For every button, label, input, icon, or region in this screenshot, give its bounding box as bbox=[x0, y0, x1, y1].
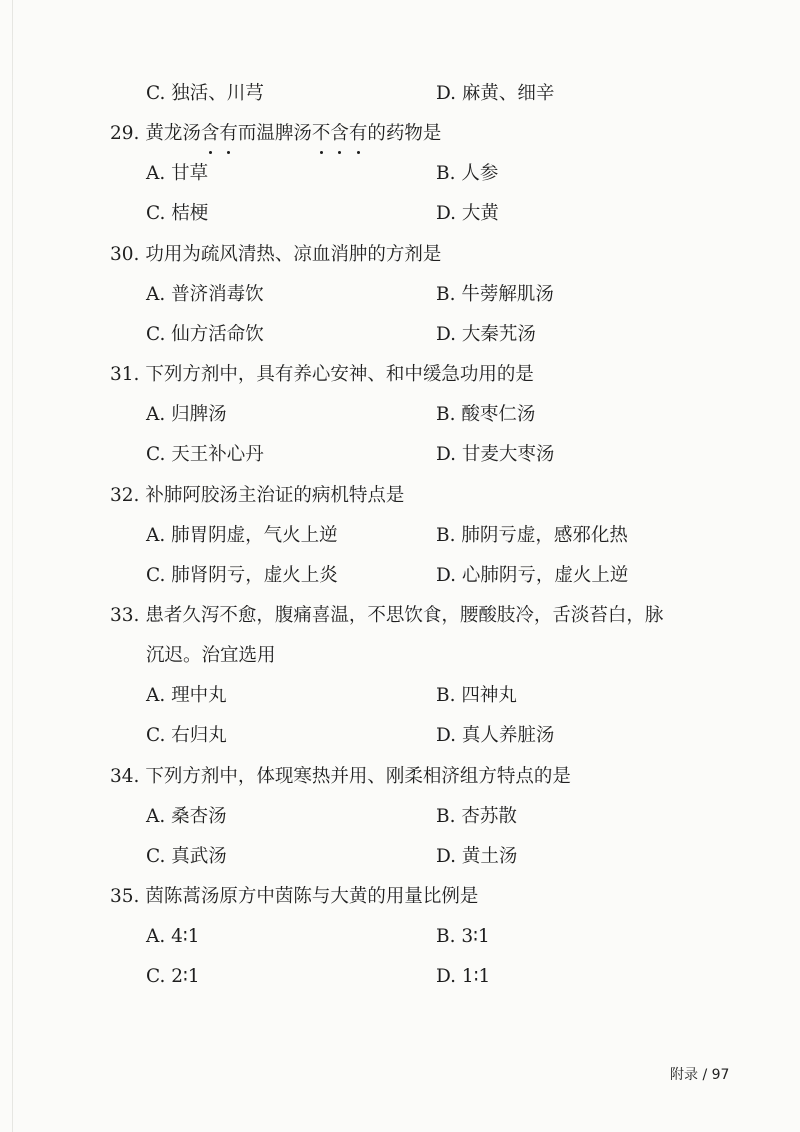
question-29-stem: 29. 黄龙汤含有而温脾汤不含有的药物是 bbox=[110, 121, 441, 147]
question-number: 29. bbox=[110, 123, 140, 144]
q35-option-c: C. 2∶1 bbox=[146, 966, 200, 987]
q34-option-a: A. 桑杏汤 bbox=[146, 806, 227, 827]
q34-option-d: D. 黄土汤 bbox=[436, 846, 518, 867]
emphasis-char: 不 bbox=[312, 121, 331, 147]
question-33-stem: 33. 患者久泻不愈，腹痛喜温，不思饮食，腰酸肢冷，舌淡苔白，脉 bbox=[110, 603, 663, 629]
emphasis-char: 含 bbox=[201, 121, 220, 147]
question-number: 33. bbox=[110, 605, 140, 626]
emphasis-char: 有 bbox=[349, 121, 368, 147]
q35-option-a: A. 4∶1 bbox=[146, 926, 200, 947]
page-number: 附录 / 97 bbox=[670, 1067, 730, 1083]
q29-option-d: D. 大黄 bbox=[436, 203, 499, 224]
q29-option-c: C. 桔梗 bbox=[146, 203, 209, 224]
emphasis-char: 含 bbox=[330, 121, 349, 147]
q30-option-b: B. 牛蒡解肌汤 bbox=[436, 284, 554, 305]
question-number: 35. bbox=[110, 886, 140, 907]
emphasis-char: 有 bbox=[219, 121, 238, 147]
scan-edge bbox=[12, 0, 13, 1132]
q33-option-a: A. 理中丸 bbox=[146, 685, 227, 706]
question-30-stem: 30. 功用为疏风清热、凉血消肿的方剂是 bbox=[110, 242, 441, 268]
q32-option-d: D. 心肺阴亏，虚火上逆 bbox=[436, 565, 629, 586]
q31-option-d: D. 甘麦大枣汤 bbox=[436, 444, 555, 465]
question-32-stem: 32. 补肺阿胶汤主治证的病机特点是 bbox=[110, 483, 404, 509]
q31-option-b: B. 酸枣仁汤 bbox=[436, 404, 536, 425]
q31-option-a: A. 归脾汤 bbox=[146, 404, 227, 425]
question-33-stem-cont: 沉迟。治宜选用 bbox=[146, 645, 276, 666]
q35-option-b: B. 3∶1 bbox=[436, 926, 490, 947]
question-number: 31. bbox=[110, 364, 140, 385]
q35-option-d: D. 1∶1 bbox=[436, 966, 491, 987]
q29-option-a: A. 甘草 bbox=[146, 163, 209, 184]
question-34-stem: 34. 下列方剂中，体现寒热并用、刚柔相济组方特点的是 bbox=[110, 764, 571, 790]
q32-option-b: B. 肺阴亏虚，感邪化热 bbox=[436, 525, 628, 546]
q33-option-b: B. 四神丸 bbox=[436, 685, 517, 706]
q33-option-c: C. 右归丸 bbox=[146, 725, 227, 746]
question-35-stem: 35. 茵陈蒿汤原方中茵陈与大黄的用量比例是 bbox=[110, 884, 478, 910]
q30-option-c: C. 仙方活命饮 bbox=[146, 324, 264, 345]
q32-option-a: A. 肺胃阴虚，气火上逆 bbox=[146, 525, 338, 546]
question-number: 34. bbox=[110, 766, 140, 787]
question-number: 32. bbox=[110, 485, 140, 506]
question-number: 30. bbox=[110, 244, 140, 265]
option-c-prev: C. 独活、川芎 bbox=[146, 83, 264, 104]
question-31-stem: 31. 下列方剂中，具有养心安神、和中缓急功用的是 bbox=[110, 362, 534, 388]
option-d-prev: D. 麻黄、细辛 bbox=[436, 83, 555, 104]
q30-option-a: A. 普济消毒饮 bbox=[146, 284, 264, 305]
q29-option-b: B. 人参 bbox=[436, 163, 499, 184]
q32-option-c: C. 肺肾阴亏，虚火上炎 bbox=[146, 565, 338, 586]
q33-option-d: D. 真人养脏汤 bbox=[436, 725, 555, 746]
q30-option-d: D. 大秦艽汤 bbox=[436, 324, 536, 345]
q34-option-b: B. 杏苏散 bbox=[436, 806, 517, 827]
q34-option-c: C. 真武汤 bbox=[146, 846, 227, 867]
q31-option-c: C. 天王补心丹 bbox=[146, 444, 264, 465]
